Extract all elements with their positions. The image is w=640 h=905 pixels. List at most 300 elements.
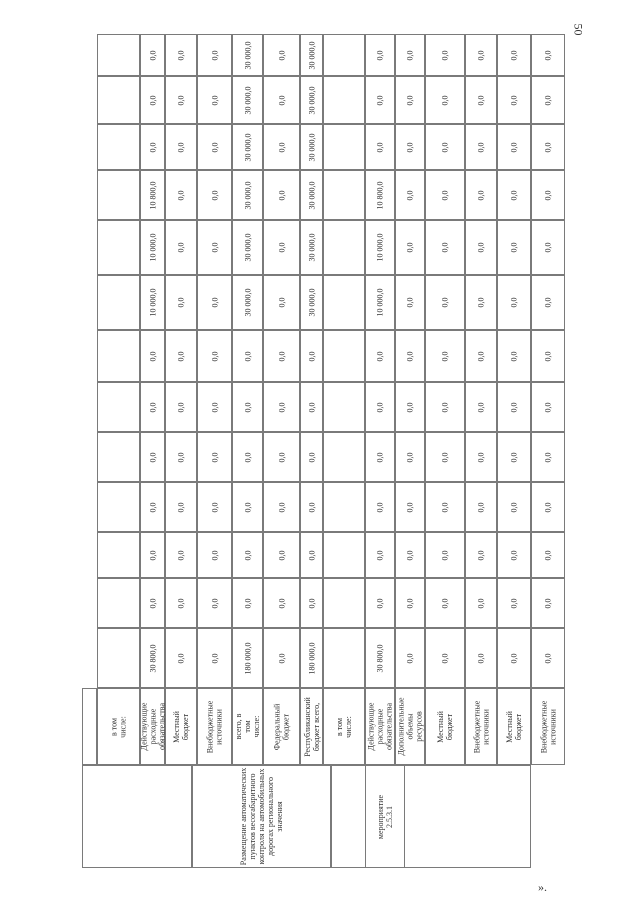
value-cell (425, 124, 465, 170)
value-cell-text: 0,0 (307, 598, 316, 608)
value-cell-text: 0,0 (440, 50, 450, 60)
value-cell-text: 0,0 (440, 502, 450, 512)
value-cell (140, 628, 165, 688)
value-cell (531, 275, 565, 330)
value-cell (232, 382, 263, 432)
value-cell (395, 578, 425, 628)
value-cell (531, 578, 565, 628)
value-cell (300, 482, 323, 532)
value-cell (300, 76, 323, 124)
value-cell-text: 30 800,0 (375, 644, 385, 672)
value-cell-text: 0,0 (543, 550, 553, 560)
value-cell-text: 0,0 (277, 95, 286, 105)
value-cell-text: 0,0 (440, 142, 450, 152)
value-cell (97, 34, 140, 76)
value-cell (140, 382, 165, 432)
value-cell-text: 0,0 (405, 502, 415, 512)
value-cell-text: 0,0 (176, 550, 186, 560)
value-cell-text: 30 000,0 (307, 288, 316, 317)
value-cell-text: 0,0 (476, 50, 486, 60)
value-cell-text: 10 000,0 (375, 288, 385, 317)
value-cell-text: 0,0 (243, 598, 252, 608)
value-cell-text: 0,0 (543, 502, 553, 512)
value-cell-text: 0,0 (277, 502, 286, 512)
value-cell (323, 170, 365, 220)
value-cell-text: 0,0 (440, 95, 450, 105)
value-cell-text: 0,0 (375, 95, 385, 105)
value-cell (365, 432, 395, 482)
value-cell (323, 76, 365, 124)
value-cell (531, 34, 565, 76)
value-cell (465, 330, 497, 382)
value-cell (531, 628, 565, 688)
value-cell-text: 0,0 (375, 452, 385, 462)
value-cell (425, 532, 465, 578)
value-cell-text: 0,0 (148, 402, 157, 412)
value-cell (395, 382, 425, 432)
empty-block-cell (82, 765, 192, 868)
value-cell-text: 0,0 (307, 402, 316, 412)
value-cell-text: 0,0 (210, 402, 219, 412)
value-cell-text: 0,0 (210, 142, 219, 152)
value-cell (395, 170, 425, 220)
value-cell (365, 34, 395, 76)
value-cell (97, 578, 140, 628)
value-cell-text: 0,0 (405, 550, 415, 560)
value-cell-text: 0,0 (277, 550, 286, 560)
value-cell (465, 170, 497, 220)
value-cell-text: 0,0 (176, 190, 186, 200)
value-cell (197, 482, 232, 532)
value-cell (465, 382, 497, 432)
value-cell (263, 628, 300, 688)
value-cell (232, 578, 263, 628)
value-cell (165, 124, 197, 170)
value-cell (365, 124, 395, 170)
value-cell (465, 220, 497, 275)
value-cell-text: 0,0 (509, 242, 519, 253)
value-cell-text: 0,0 (148, 351, 157, 361)
value-cell (97, 275, 140, 330)
value-cell (497, 170, 531, 220)
value-cell-text: 0,0 (148, 550, 157, 560)
value-cell-text: 0,0 (307, 452, 316, 462)
value-cell-text: 0,0 (543, 402, 553, 412)
value-cell (531, 382, 565, 432)
value-cell-text: 0,0 (405, 142, 415, 152)
value-cell-text: 0,0 (307, 502, 316, 512)
value-cell-text: 0,0 (148, 142, 157, 152)
value-cell (395, 432, 425, 482)
value-cell (300, 432, 323, 482)
value-cell-text: 0,0 (176, 653, 186, 663)
value-cell (497, 578, 531, 628)
value-cell-text: 30 800,0 (148, 644, 157, 672)
value-cell (140, 124, 165, 170)
value-cell (300, 124, 323, 170)
value-cell-text: 30 000,0 (243, 86, 252, 114)
value-cell (323, 482, 365, 532)
value-cell (232, 330, 263, 382)
value-cell (323, 330, 365, 382)
value-cell-text: 0,0 (210, 653, 219, 663)
value-cell-text: 180 000,0 (243, 642, 252, 674)
value-cell-text: 0,0 (543, 452, 553, 462)
value-cell-text: 30 000,0 (243, 41, 252, 69)
value-cell-text: 0,0 (148, 598, 157, 608)
value-cell-text: 0,0 (243, 402, 252, 412)
value-cell (97, 482, 140, 532)
value-cell-text: 0,0 (210, 50, 219, 60)
value-cell (395, 220, 425, 275)
value-cell-text: 0,0 (210, 502, 219, 512)
value-cell-text: 0,0 (375, 142, 385, 152)
value-cell (97, 628, 140, 688)
value-cell-text: 0,0 (509, 653, 519, 663)
value-cell (197, 382, 232, 432)
value-cell-text: 0,0 (176, 452, 186, 462)
value-cell (232, 275, 263, 330)
value-cell-text: 0,0 (375, 50, 385, 60)
value-cell (300, 532, 323, 578)
source-label-cell (465, 688, 497, 765)
value-cell (395, 124, 425, 170)
value-cell (323, 578, 365, 628)
value-cell (197, 330, 232, 382)
value-cell (365, 220, 395, 275)
value-cell (165, 275, 197, 330)
value-cell (531, 432, 565, 482)
value-cell (140, 170, 165, 220)
value-cell-text: 0,0 (405, 242, 415, 253)
value-cell (531, 330, 565, 382)
value-cell-text: 0,0 (543, 653, 553, 663)
source-label-cell (97, 688, 140, 765)
value-cell-text: 30 000,0 (243, 233, 252, 262)
value-cell-text: 0,0 (405, 598, 415, 608)
value-cell (97, 382, 140, 432)
value-cell-text: 0,0 (440, 297, 450, 308)
value-cell-text: 0,0 (509, 190, 519, 200)
source-label-cell-text: Дополнительные объемы ресурсов (396, 697, 424, 756)
value-cell (97, 330, 140, 382)
value-cell (395, 532, 425, 578)
value-cell-text: 0,0 (405, 653, 415, 663)
value-cell-text: 30 000,0 (307, 233, 316, 262)
value-cell-text: 0,0 (543, 50, 553, 60)
value-cell (140, 275, 165, 330)
value-cell (365, 532, 395, 578)
value-cell-text: 0,0 (243, 452, 252, 462)
value-cell (300, 330, 323, 382)
value-cell (531, 76, 565, 124)
source-label-cell (531, 688, 565, 765)
value-cell (165, 330, 197, 382)
value-cell-text: 0,0 (476, 502, 486, 512)
value-cell (465, 578, 497, 628)
value-cell-text: 0,0 (277, 242, 286, 253)
value-cell-text: 0,0 (277, 50, 286, 60)
value-cell-text: 0,0 (440, 242, 450, 253)
value-cell-text: 30 000,0 (307, 181, 316, 209)
value-cell (232, 628, 263, 688)
event-title-cell-text: Размещение автоматических пунктов весогабаритного контроля на автомобильных дорогах регионального значения (239, 767, 284, 866)
value-cell (365, 482, 395, 532)
value-cell (197, 220, 232, 275)
value-cell (140, 482, 165, 532)
value-cell (263, 170, 300, 220)
value-cell (263, 220, 300, 275)
value-cell (140, 76, 165, 124)
value-cell-text: 0,0 (543, 351, 553, 361)
value-cell (140, 330, 165, 382)
value-cell (365, 275, 395, 330)
value-cell (263, 482, 300, 532)
value-cell-text: 0,0 (476, 95, 486, 105)
value-cell-text: 30 000,0 (243, 288, 252, 317)
value-cell-text: 0,0 (375, 351, 385, 361)
value-cell (300, 275, 323, 330)
value-cell-text: 10 000,0 (375, 233, 385, 262)
value-cell (395, 275, 425, 330)
value-cell (465, 532, 497, 578)
value-cell-text: 0,0 (543, 95, 553, 105)
value-cell-text: 0,0 (210, 351, 219, 361)
value-cell (365, 628, 395, 688)
value-cell (497, 76, 531, 124)
value-cell-text: 0,0 (405, 402, 415, 412)
value-cell-text: 0,0 (476, 452, 486, 462)
value-cell-text: 0,0 (509, 297, 519, 308)
value-cell-text: 0,0 (440, 190, 450, 200)
value-cell (232, 170, 263, 220)
value-cell (465, 34, 497, 76)
source-label-cell (263, 688, 300, 765)
value-cell-text: 0,0 (509, 50, 519, 60)
value-cell (497, 34, 531, 76)
value-cell (465, 482, 497, 532)
value-cell (365, 578, 395, 628)
value-cell (165, 432, 197, 482)
value-cell (323, 628, 365, 688)
value-cell-text: 0,0 (176, 95, 186, 105)
value-cell (497, 124, 531, 170)
value-cell (465, 432, 497, 482)
page-number: 50 (571, 23, 586, 36)
value-cell-text: 0,0 (210, 598, 219, 608)
source-label-cell-text: Республиканский бюджет всего, (302, 696, 321, 757)
value-cell-text: 0,0 (476, 242, 486, 253)
value-cell (140, 220, 165, 275)
value-cell-text: 0,0 (543, 190, 553, 200)
value-cell (165, 482, 197, 532)
value-cell (300, 578, 323, 628)
value-cell (197, 432, 232, 482)
source-label-cell-text: Местный бюджет (436, 710, 454, 743)
value-cell-text: 30 000,0 (307, 133, 316, 161)
value-cell-text: 0,0 (509, 95, 519, 105)
source-label-cell-text: Местный бюджет (505, 710, 523, 743)
value-cell-text: 30 000,0 (243, 181, 252, 209)
value-cell-text: 0,0 (440, 598, 450, 608)
source-label-cell-text: в том числе: (109, 715, 128, 738)
value-cell (497, 220, 531, 275)
value-cell-text: 0,0 (543, 242, 553, 253)
value-cell (395, 34, 425, 76)
value-cell (365, 382, 395, 432)
value-cell (425, 220, 465, 275)
value-cell (97, 220, 140, 275)
event-title-cell (192, 765, 331, 868)
source-label-cell (300, 688, 323, 765)
value-cell (165, 532, 197, 578)
value-cell-text: 0,0 (476, 598, 486, 608)
value-cell-text: 0,0 (476, 190, 486, 200)
value-cell (395, 482, 425, 532)
value-cell (165, 76, 197, 124)
value-cell (232, 34, 263, 76)
value-cell-text: 0,0 (405, 452, 415, 462)
value-cell-text: 0,0 (176, 598, 186, 608)
value-cell-text: 0,0 (210, 95, 219, 105)
empty-block-cell (331, 765, 531, 868)
value-cell-text: 0,0 (243, 351, 252, 361)
value-cell (395, 330, 425, 382)
value-cell (263, 275, 300, 330)
value-cell-text: 0,0 (405, 95, 415, 105)
value-cell (197, 124, 232, 170)
event-code-cell-text: мероприятие 2.5.3.1 (376, 794, 394, 839)
value-cell (531, 124, 565, 170)
source-label-cell-text: Внебюджетные источники (472, 700, 490, 753)
value-cell (263, 578, 300, 628)
value-cell-text: 0,0 (405, 351, 415, 361)
value-cell-text: 0,0 (176, 50, 186, 60)
value-cell (497, 330, 531, 382)
value-cell (140, 34, 165, 76)
source-label-cell-text: Действующие расходные обязательства (366, 702, 394, 751)
value-cell (497, 275, 531, 330)
value-cell (300, 628, 323, 688)
source-label-cell-text: Внебюджетные источники (539, 700, 557, 753)
value-cell-text: 0,0 (476, 351, 486, 361)
value-cell (365, 330, 395, 382)
value-cell-text: 0,0 (210, 550, 219, 560)
value-cell-text: 0,0 (148, 95, 157, 105)
value-cell-text: 10 800,0 (375, 181, 385, 209)
value-cell (395, 76, 425, 124)
value-cell-text: 30 000,0 (307, 41, 316, 69)
value-cell-text: 0,0 (307, 550, 316, 560)
value-cell-text: 0,0 (277, 190, 286, 200)
source-label-cell (232, 688, 263, 765)
event-code-cell (365, 765, 405, 868)
value-cell-text: 0,0 (148, 452, 157, 462)
value-cell-text: 0,0 (148, 50, 157, 60)
value-cell-text: 0,0 (440, 351, 450, 361)
value-cell-text: 0,0 (405, 190, 415, 200)
value-cell-text: 0,0 (476, 297, 486, 308)
closing-quote-mark: ». (538, 880, 547, 894)
value-cell-text: 0,0 (148, 502, 157, 512)
value-cell (97, 532, 140, 578)
value-cell (531, 220, 565, 275)
value-cell-text: 10 000,0 (148, 288, 157, 317)
value-cell (323, 34, 365, 76)
value-cell (165, 382, 197, 432)
value-cell-text: 0,0 (176, 142, 186, 152)
value-cell (263, 124, 300, 170)
source-label-cell (197, 688, 232, 765)
value-cell-text: 0,0 (210, 452, 219, 462)
value-cell-text: 0,0 (476, 550, 486, 560)
value-cell-text: 0,0 (210, 297, 219, 308)
value-cell-text: 0,0 (509, 598, 519, 608)
value-cell (140, 578, 165, 628)
value-cell (197, 34, 232, 76)
value-cell-text: 0,0 (243, 502, 252, 512)
value-cell (232, 76, 263, 124)
value-cell-text: 0,0 (375, 402, 385, 412)
source-label-cell (497, 688, 531, 765)
value-cell (165, 34, 197, 76)
source-label-cell (140, 688, 165, 765)
value-cell-text: 0,0 (509, 402, 519, 412)
value-cell-text: 0,0 (375, 598, 385, 608)
value-cell (425, 76, 465, 124)
value-cell (232, 432, 263, 482)
value-cell-text: 0,0 (277, 351, 286, 361)
value-cell (197, 578, 232, 628)
value-cell (97, 170, 140, 220)
value-cell-text: 0,0 (176, 351, 186, 361)
value-cell (465, 628, 497, 688)
value-cell (497, 628, 531, 688)
source-label-cell (165, 688, 197, 765)
value-cell (531, 482, 565, 532)
value-cell-text: 30 000,0 (243, 133, 252, 161)
value-cell (232, 124, 263, 170)
value-cell-text: 0,0 (176, 297, 186, 308)
value-cell-text: 10 000,0 (148, 233, 157, 262)
value-cell-text: 0,0 (176, 242, 186, 253)
source-label-cell-text: Внебюджетные источники (205, 700, 224, 753)
value-cell-text: 0,0 (277, 402, 286, 412)
value-cell (300, 382, 323, 432)
value-cell-text: 180 000,0 (307, 642, 316, 674)
value-cell-text: 0,0 (509, 351, 519, 361)
value-cell-text: 0,0 (405, 297, 415, 308)
value-cell-text: 0,0 (176, 402, 186, 412)
source-label-cell-text: Местный бюджет (172, 710, 190, 743)
source-label-cell (395, 688, 425, 765)
value-cell (263, 532, 300, 578)
value-cell-text: 0,0 (277, 598, 286, 608)
value-cell-text: 0,0 (440, 452, 450, 462)
value-cell-text: 0,0 (375, 502, 385, 512)
value-cell-text: 0,0 (476, 653, 486, 663)
value-cell (197, 275, 232, 330)
value-cell (140, 432, 165, 482)
value-cell (323, 382, 365, 432)
value-cell-text: 0,0 (243, 550, 252, 560)
value-cell (300, 220, 323, 275)
value-cell (425, 34, 465, 76)
value-cell-text: 0,0 (277, 452, 286, 462)
value-cell-text: 30 000,0 (307, 86, 316, 114)
source-label-cell (323, 688, 365, 765)
value-cell (497, 382, 531, 432)
